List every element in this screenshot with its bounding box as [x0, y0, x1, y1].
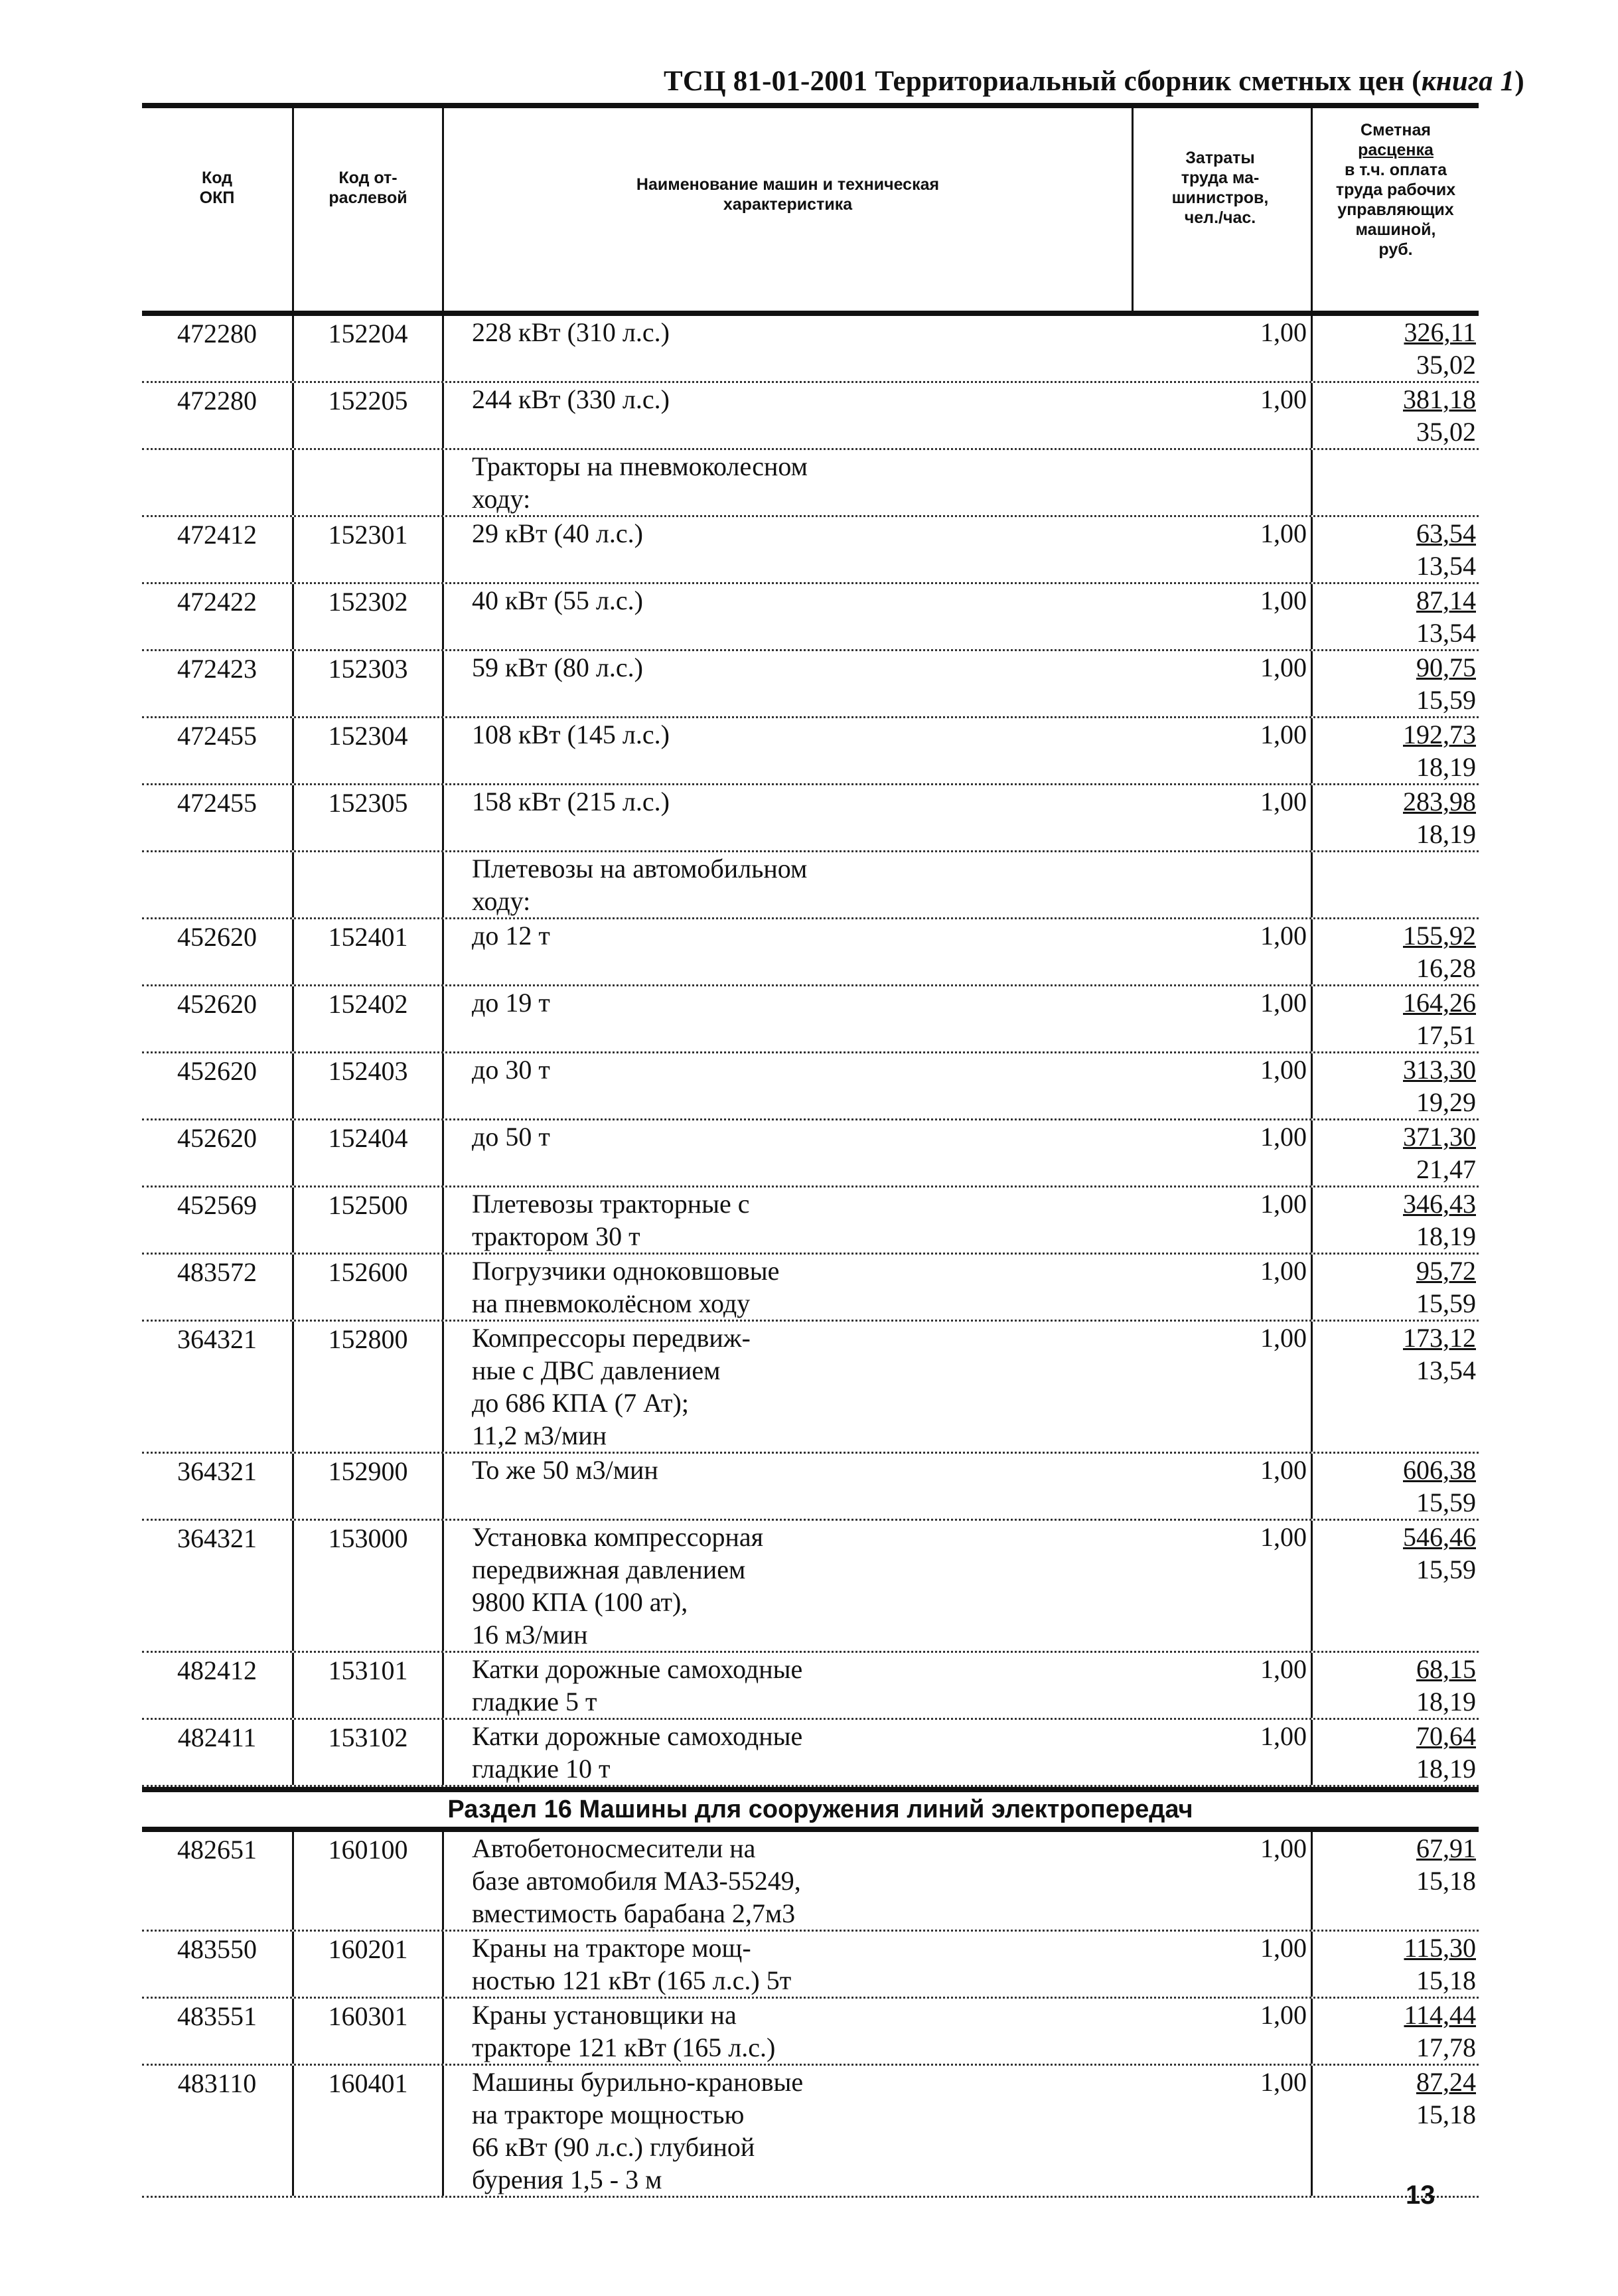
machine-name-line: ходу:	[472, 886, 531, 916]
okp-code-cell: 452620	[177, 1056, 257, 1086]
operator-wage: 16,28	[1416, 953, 1476, 983]
machine-name-cell	[442, 852, 1132, 917]
price-cell	[1311, 383, 1479, 448]
table-row	[142, 718, 1479, 785]
machine-name-line: Компрессоры передвиж-	[472, 1323, 751, 1353]
branch-code-cell	[292, 450, 442, 515]
machine-name-line: до 686 КПА (7 Ат);	[472, 1388, 689, 1418]
operator-wage: 15,18	[1416, 2100, 1476, 2129]
machine-name-line: гладкие 5 т	[472, 1687, 597, 1717]
branch-code-cell: 152204	[292, 316, 442, 381]
branch-code-cell: 152900	[292, 1454, 442, 1519]
price-cell	[1311, 584, 1479, 649]
machine-name-line: ные с ДВС давлением	[472, 1355, 721, 1385]
price-cell	[1311, 450, 1479, 515]
okp-code-cell: 472412	[177, 520, 257, 550]
estimated-price: 192,73	[1403, 720, 1476, 749]
machine-name-line: Краны установщики на	[472, 2000, 737, 2030]
machine-name-line: трактором 30 т	[472, 1221, 640, 1251]
machine-name-line: бурения 1,5 - 3 м	[472, 2165, 662, 2194]
okp-code-cell	[142, 852, 292, 917]
table-row	[142, 584, 1479, 651]
table-row	[142, 1454, 1479, 1521]
machine-name-cell	[442, 1053, 1132, 1118]
header-labor: Затраты труда ма- шинистров, чел./час.	[1132, 108, 1311, 311]
estimated-price: 283,98	[1403, 787, 1476, 816]
section-title: Раздел 16 Машины для сооружения линий электропередач	[447, 1796, 1193, 1823]
estimated-price: 606,38	[1403, 1455, 1476, 1485]
operator-wage: 15,59	[1416, 1488, 1476, 1517]
estimated-price: 173,12	[1403, 1323, 1476, 1353]
price-table	[142, 103, 1479, 2198]
header-bottom-rule	[142, 311, 1479, 316]
branch-code-cell: 152403	[292, 1053, 442, 1118]
operator-wage: 13,54	[1416, 1355, 1476, 1385]
estimated-price: 87,14	[1416, 585, 1476, 615]
okp-code-cell: 452569	[177, 1190, 257, 1220]
table-row	[142, 1932, 1479, 1999]
machine-name-cell	[442, 450, 1132, 515]
branch-code-cell: 152305	[292, 785, 442, 850]
machine-name-line: 11,2 м3/мин	[472, 1420, 607, 1450]
machine-name-line: 228 кВт (310 л.с.)	[472, 317, 670, 347]
estimated-price: 164,26	[1403, 988, 1476, 1018]
machine-name-line: Катки дорожные самоходные	[472, 1721, 803, 1751]
estimated-price: 68,15	[1416, 1654, 1476, 1684]
machine-name-line: Краны на тракторе мощ-	[472, 1933, 751, 1963]
page-header-title: ТСЦ 81-01-2001 Территориальный сборник сметных цен	[664, 66, 1405, 97]
branch-code-cell: 160100	[292, 1832, 442, 1930]
estimated-price: 381,18	[1403, 384, 1476, 414]
branch-code-cell: 152402	[292, 986, 442, 1051]
machine-name-line: Плетевозы на автомобильном	[472, 854, 808, 883]
machine-name-line: передвижная давлением	[472, 1555, 746, 1584]
okp-code-cell: 472280	[177, 319, 257, 348]
machine-name-line: базе автомобиля МАЗ-55249,	[472, 1866, 801, 1896]
table-row	[142, 1053, 1479, 1120]
labor-cost-cell: 1,00	[1260, 787, 1307, 816]
machine-name-cell	[442, 1322, 1132, 1452]
price-cell	[1311, 1521, 1479, 1651]
price-cell	[1311, 1653, 1479, 1718]
labor-cost-cell: 1,00	[1260, 585, 1307, 615]
machine-name-line: вместимость барабана 2,7м3	[472, 1898, 796, 1928]
operator-wage: 18,19	[1416, 752, 1476, 782]
labor-cost-cell: 1,00	[1260, 518, 1307, 548]
price-cell	[1311, 1187, 1479, 1253]
operator-wage: 15,59	[1416, 1288, 1476, 1318]
labor-cost-cell: 1,00	[1260, 988, 1307, 1018]
estimated-price: 63,54	[1416, 518, 1476, 548]
branch-code-cell: 152205	[292, 383, 442, 448]
branch-code-cell	[292, 852, 442, 917]
table-row	[142, 1322, 1479, 1454]
operator-wage: 17,78	[1416, 2032, 1476, 2062]
branch-code-cell: 152304	[292, 718, 442, 783]
section-top-rule	[142, 1787, 1479, 1792]
estimated-price: 114,44	[1404, 2000, 1476, 2030]
labor-cost-cell: 1,00	[1260, 1522, 1307, 1552]
table-row	[142, 785, 1479, 852]
table-row	[142, 450, 1479, 517]
labor-cost-cell: 1,00	[1260, 1323, 1307, 1353]
machine-name-line: 16 м3/мин	[472, 1620, 588, 1649]
machine-name-cell	[442, 517, 1132, 582]
price-cell	[1311, 1999, 1479, 2064]
estimated-price: 155,92	[1403, 921, 1476, 951]
machine-name-line: Автобетоносмесители на	[472, 1833, 756, 1863]
table-row	[142, 1187, 1479, 1255]
labor-cost-cell: 1,00	[1260, 1455, 1307, 1485]
price-cell	[1311, 1832, 1479, 1930]
labor-cost-cell: 1,00	[1260, 384, 1307, 414]
machine-name-line: 9800 КПА (100 ат),	[472, 1587, 688, 1617]
machine-name-cell	[442, 2066, 1132, 2196]
table-body-part1	[142, 316, 1479, 1787]
price-cell	[1311, 1120, 1479, 1186]
table-row	[142, 1999, 1479, 2066]
section-bottom-rule	[142, 1827, 1479, 1832]
labor-cost-cell: 1,00	[1260, 1654, 1307, 1684]
okp-code-cell: 452620	[177, 989, 257, 1019]
machine-name-line: 158 кВт (215 л.с.)	[472, 787, 670, 816]
machine-name-line: на тракторе мощностью	[472, 2100, 745, 2129]
operator-wage: 18,19	[1416, 1754, 1476, 1784]
price-cell	[1311, 1932, 1479, 1997]
okp-code-cell: 482651	[177, 1835, 257, 1865]
labor-cost-cell	[1132, 852, 1311, 917]
labor-cost-cell: 1,00	[1260, 1055, 1307, 1085]
table-top-rule	[142, 103, 1479, 108]
labor-cost-cell: 1,00	[1260, 921, 1307, 951]
table-row	[142, 383, 1479, 450]
machine-name-cell	[442, 1999, 1132, 2064]
labor-cost-cell: 1,00	[1260, 1933, 1307, 1963]
branch-code-cell: 152301	[292, 517, 442, 582]
branch-code-cell: 152600	[292, 1255, 442, 1320]
okp-code-cell: 482411	[177, 1722, 257, 1752]
machine-name-cell	[442, 651, 1132, 716]
machine-name-line: 40 кВт (55 л.с.)	[472, 585, 643, 615]
table-row	[142, 986, 1479, 1053]
table-row	[142, 1255, 1479, 1322]
estimated-price: 70,64	[1416, 1721, 1476, 1751]
table-row	[142, 1120, 1479, 1187]
table-row	[142, 852, 1479, 919]
table-row	[142, 1720, 1479, 1787]
okp-code-cell: 483110	[177, 2068, 257, 2098]
machine-name-cell	[442, 316, 1132, 381]
okp-code-cell: 364321	[177, 1523, 257, 1553]
operator-wage: 13,54	[1416, 618, 1476, 648]
machine-name-line: То же 50 м3/мин	[472, 1455, 658, 1485]
machine-name-line: Катки дорожные самоходные	[472, 1654, 803, 1684]
machine-name-line: 108 кВт (145 л.с.)	[472, 720, 670, 749]
machine-name-line: Плетевозы тракторные с	[472, 1189, 750, 1219]
estimated-price: 115,30	[1404, 1933, 1476, 1963]
operator-wage: 15,59	[1416, 685, 1476, 715]
estimated-price: 95,72	[1416, 1256, 1476, 1286]
table-header	[142, 108, 1479, 311]
header-price: Сметная расценка в т.ч. оплата труда рабочих управляющих машиной, руб.	[1311, 108, 1479, 311]
machine-name-cell	[442, 1120, 1132, 1186]
branch-code-cell: 152500	[292, 1187, 442, 1253]
machine-name-cell	[442, 584, 1132, 649]
price-cell	[1311, 785, 1479, 850]
operator-wage: 19,29	[1416, 1087, 1476, 1117]
table-row	[142, 2066, 1479, 2198]
okp-code-cell: 483572	[177, 1257, 257, 1287]
table-row	[142, 517, 1479, 584]
okp-code-cell: 472455	[177, 721, 257, 751]
machine-name-cell	[442, 1932, 1132, 1997]
page-header-book: книга 1	[1421, 66, 1515, 97]
price-cell	[1311, 651, 1479, 716]
labor-cost-cell: 1,00	[1260, 652, 1307, 682]
price-cell	[1311, 986, 1479, 1051]
labor-cost-cell: 1,00	[1260, 2067, 1307, 2097]
machine-name-line: 29 кВт (40 л.с.)	[472, 518, 643, 548]
machine-name-line: Установка компрессорная	[472, 1522, 764, 1552]
okp-code-cell: 452620	[177, 922, 257, 952]
labor-cost-cell: 1,00	[1260, 1721, 1307, 1751]
labor-cost-cell: 1,00	[1260, 1189, 1307, 1219]
labor-cost-cell: 1,00	[1260, 1122, 1307, 1152]
branch-code-cell: 152303	[292, 651, 442, 716]
machine-name-line: гладкие 10 т	[472, 1754, 611, 1784]
machine-name-line: ностью 121 кВт (165 л.с.) 5т	[472, 1965, 792, 1995]
operator-wage: 18,19	[1416, 819, 1476, 849]
operator-wage: 35,02	[1416, 417, 1476, 447]
branch-code-cell: 153000	[292, 1521, 442, 1651]
machine-name-line: тракторе 121 кВт (165 л.с.)	[472, 2032, 776, 2062]
table-row	[142, 316, 1479, 383]
machine-name-cell	[442, 1187, 1132, 1253]
machine-name-line: 66 кВт (90 л.с.) глубиной	[472, 2132, 755, 2162]
table-row	[142, 1521, 1479, 1653]
table-row	[142, 651, 1479, 718]
okp-code-cell: 472422	[177, 587, 257, 617]
machine-name-cell	[442, 1454, 1132, 1519]
operator-wage: 35,02	[1416, 350, 1476, 380]
table-row	[142, 1832, 1479, 1932]
machine-name-line: ходу:	[472, 484, 531, 514]
operator-wage: 21,47	[1416, 1154, 1476, 1184]
estimated-price: 346,43	[1403, 1189, 1476, 1219]
price-cell	[1311, 517, 1479, 582]
machine-name-cell	[442, 1521, 1132, 1651]
price-cell	[1311, 1720, 1479, 1785]
estimated-price: 313,30	[1403, 1055, 1476, 1085]
price-cell	[1311, 1255, 1479, 1320]
machine-name-line: до 30 т	[472, 1055, 550, 1085]
operator-wage: 18,19	[1416, 1221, 1476, 1251]
estimated-price: 326,11	[1404, 317, 1476, 347]
machine-name-cell	[442, 1832, 1132, 1930]
machine-name-line: до 19 т	[472, 988, 550, 1018]
estimated-price: 371,30	[1403, 1122, 1476, 1152]
okp-code-cell: 364321	[177, 1456, 257, 1486]
operator-wage: 18,19	[1416, 1687, 1476, 1717]
operator-wage: 13,54	[1416, 551, 1476, 581]
price-cell	[1311, 852, 1479, 917]
price-cell	[1311, 1454, 1479, 1519]
page-header: ТСЦ 81-01-2001 Территориальный сборник сметных цен (книга 1)	[664, 66, 1524, 97]
machine-name-line: до 12 т	[472, 921, 550, 951]
labor-cost-cell	[1132, 450, 1311, 515]
okp-code-cell: 472423	[177, 654, 257, 684]
branch-code-cell: 152302	[292, 584, 442, 649]
estimated-price: 87,24	[1416, 2067, 1476, 2097]
price-cell	[1311, 919, 1479, 984]
estimated-price: 546,46	[1403, 1522, 1476, 1552]
okp-code-cell: 472455	[177, 788, 257, 818]
operator-wage: 17,51	[1416, 1020, 1476, 1050]
machine-name-line: Машины бурильно-крановые	[472, 2067, 804, 2097]
labor-cost-cell: 1,00	[1260, 2000, 1307, 2030]
machine-name-cell	[442, 986, 1132, 1051]
okp-code-cell: 482412	[177, 1655, 257, 1685]
labor-cost-cell: 1,00	[1260, 1833, 1307, 1863]
okp-code-cell: 483550	[177, 1934, 257, 1964]
labor-cost-cell: 1,00	[1260, 1256, 1307, 1286]
machine-name-cell	[442, 1255, 1132, 1320]
branch-code-cell: 152800	[292, 1322, 442, 1452]
table-row	[142, 919, 1479, 986]
machine-name-line: до 50 т	[472, 1122, 550, 1152]
branch-code-cell: 152404	[292, 1120, 442, 1186]
estimated-price: 90,75	[1416, 652, 1476, 682]
branch-code-cell: 153101	[292, 1653, 442, 1718]
machine-name-cell	[442, 1720, 1132, 1785]
table-body-part2	[142, 1832, 1479, 2198]
okp-code-cell: 472280	[177, 386, 257, 416]
okp-code-cell: 364321	[177, 1324, 257, 1354]
machine-name-line: на пневмоколёсном ходу	[472, 1288, 751, 1318]
okp-code-cell	[142, 450, 292, 515]
page-number: 13	[1406, 2181, 1435, 2210]
header-name: Наименование машин и техническая характеристика	[442, 108, 1132, 311]
branch-code-cell: 160201	[292, 1932, 442, 1997]
okp-code-cell: 452620	[177, 1123, 257, 1153]
operator-wage: 15,18	[1416, 1866, 1476, 1896]
price-cell	[1311, 316, 1479, 381]
okp-code-cell: 483551	[177, 2001, 257, 2031]
branch-code-cell: 152401	[292, 919, 442, 984]
branch-code-cell: 160401	[292, 2066, 442, 2196]
branch-code-cell: 153102	[292, 1720, 442, 1785]
machine-name-cell	[442, 383, 1132, 448]
branch-code-cell: 160301	[292, 1999, 442, 2064]
operator-wage: 15,18	[1416, 1965, 1476, 1995]
table-row	[142, 1653, 1479, 1720]
header-branch-code: Код от- раслевой	[292, 108, 442, 311]
machine-name-cell	[442, 919, 1132, 984]
machine-name-cell	[442, 785, 1132, 850]
estimated-price: 67,91	[1416, 1833, 1476, 1863]
price-cell	[1311, 2066, 1479, 2196]
machine-name-line: 59 кВт (80 л.с.)	[472, 652, 643, 682]
machine-name-cell	[442, 1653, 1132, 1718]
header-okp: Код ОКП	[199, 169, 235, 207]
price-cell	[1311, 1322, 1479, 1452]
machine-name-cell	[442, 718, 1132, 783]
price-cell	[1311, 718, 1479, 783]
labor-cost-cell: 1,00	[1260, 317, 1307, 347]
operator-wage: 15,59	[1416, 1555, 1476, 1584]
labor-cost-cell: 1,00	[1260, 720, 1307, 749]
machine-name-line: Погрузчики одноковшовые	[472, 1256, 780, 1286]
machine-name-line: 244 кВт (330 л.с.)	[472, 384, 670, 414]
machine-name-line: Тракторы на пневмоколесном	[472, 451, 808, 481]
price-cell	[1311, 1053, 1479, 1118]
